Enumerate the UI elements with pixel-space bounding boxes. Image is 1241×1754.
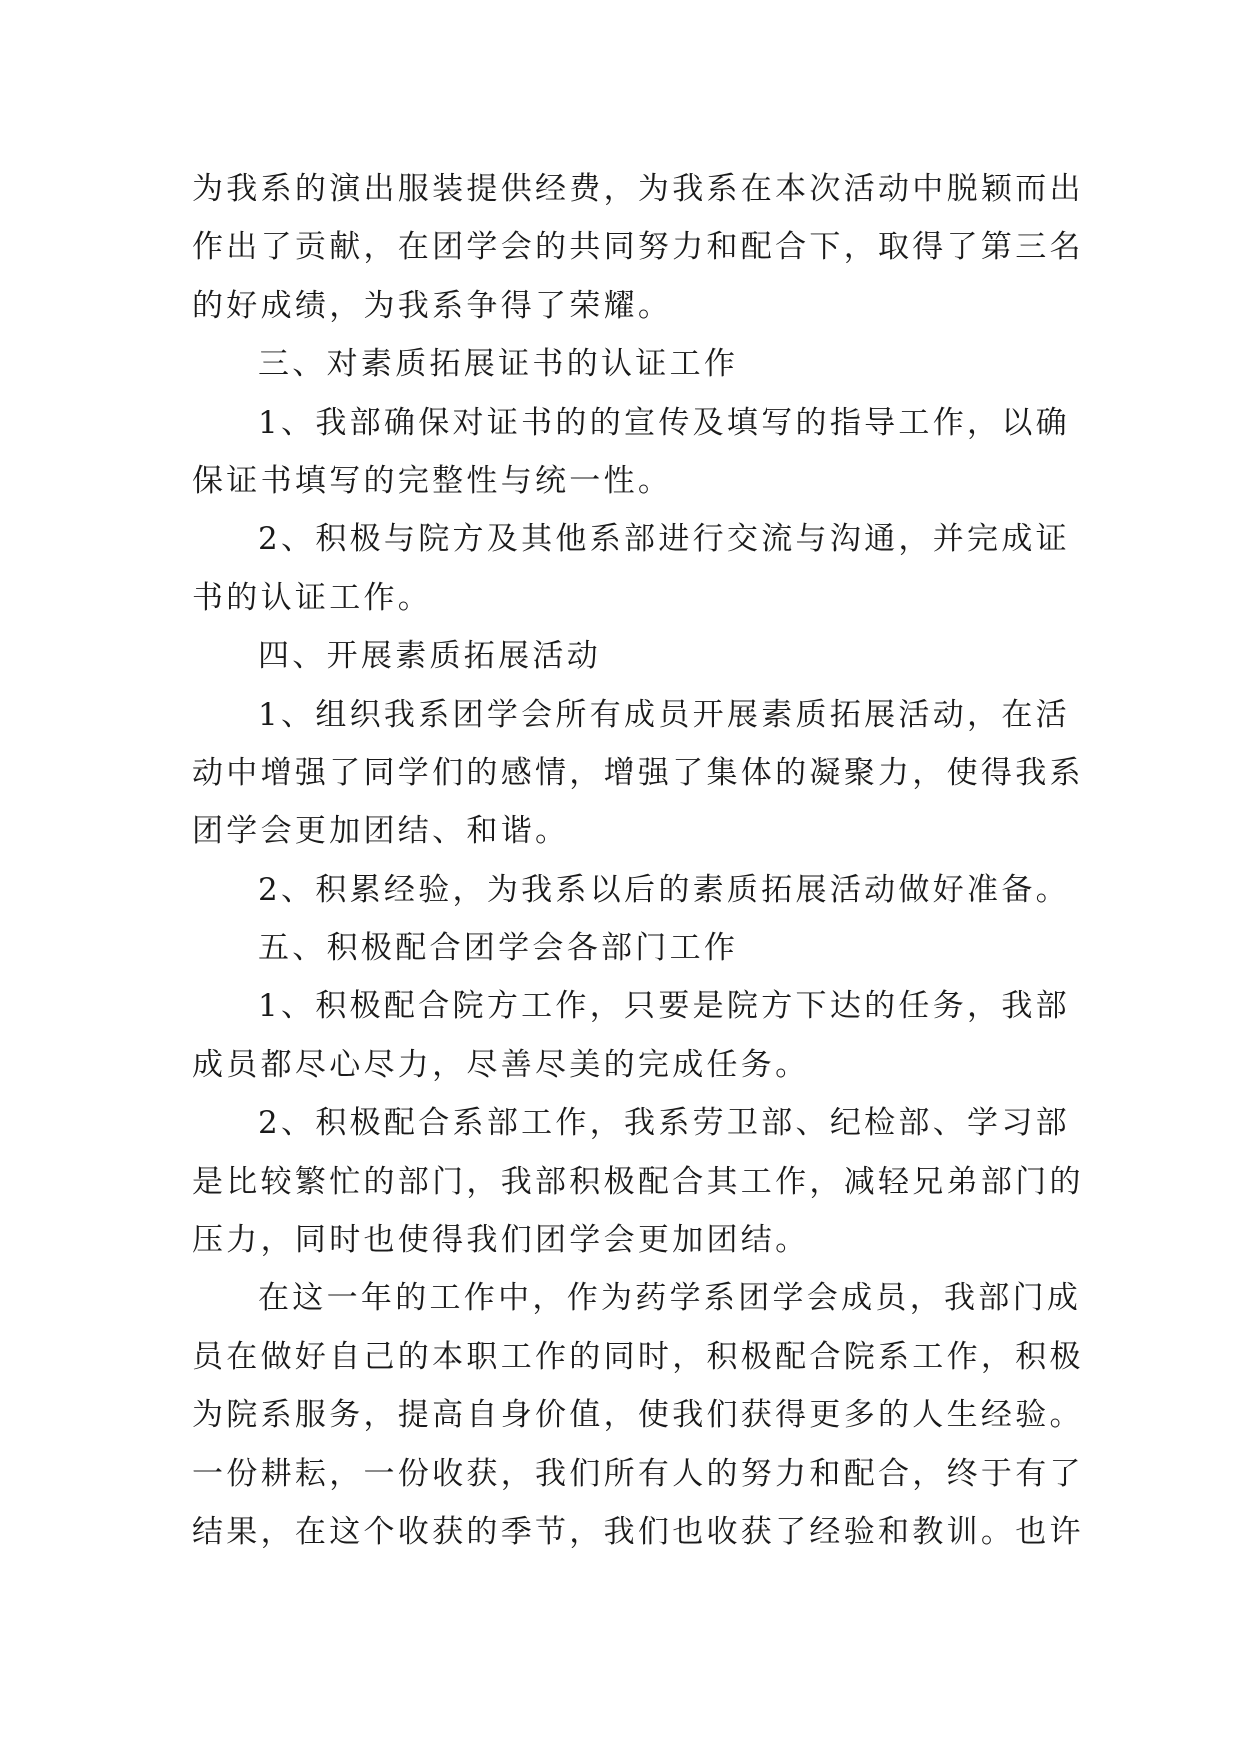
text-line: 2、积极配合系部工作，我系劳卫部、纪检部、学习部: [258, 1105, 1070, 1142]
text-line: 的好成绩，为我系争得了荣耀。: [192, 287, 673, 324]
text-line: 成员都尽心尽力，尽善尽美的完成任务。: [192, 1046, 810, 1083]
section-heading: 五、积极配合团学会各部门工作: [258, 930, 739, 967]
text-line: 压力，同时也使得我们团学会更加团结。: [192, 1222, 810, 1259]
text-line: 是比较繁忙的部门，我部积极配合其工作，减轻兄弟部门的: [192, 1163, 1084, 1200]
document-body: [192, 160, 1084, 1561]
text-line: 2、积累经验，为我系以后的素质拓展活动做好准备。: [258, 871, 1070, 908]
section-heading: 三、对素质拓展证书的认证工作: [258, 346, 739, 383]
text-line: 动中增强了同学们的感情，增强了集体的凝聚力，使得我系: [192, 754, 1084, 791]
text-line: 2、积极与院方及其他系部进行交流与沟通，并完成证: [258, 521, 1070, 558]
text-line: 员在做好自己的本职工作的同时，积极配合院系工作，积极: [192, 1338, 1084, 1375]
text-line: 一份耕耘，一份收获，我们所有人的努力和配合，终于有了: [192, 1455, 1084, 1492]
text-line: 结果，在这个收获的季节，我们也收获了经验和教训。也许: [192, 1513, 1084, 1550]
text-line: 作出了贡献，在团学会的共同努力和配合下，取得了第三名: [192, 229, 1084, 266]
text-line: 为我系的演出服装提供经费，为我系在本次活动中脱颖而出: [192, 171, 1084, 207]
text-line: 1、我部确保对证书的的宣传及填写的指导工作，以确: [258, 404, 1070, 441]
section-heading: 四、开展素质拓展活动: [258, 638, 601, 675]
text-line: 书的认证工作。: [192, 579, 433, 616]
text-line: 在这一年的工作中，作为药学系团学会成员，我部门成: [258, 1280, 1082, 1317]
text-line: 1、积极配合院方工作，只要是院方下达的任务，我部: [258, 988, 1070, 1025]
text-line: 1、组织我系团学会所有成员开展素质拓展活动，在活: [258, 696, 1070, 733]
text-line: 为院系服务，提高自身价值，使我们获得更多的人生经验。: [192, 1397, 1084, 1434]
text-line: 保证书填写的完整性与统一性。: [192, 462, 673, 499]
text-line: 团学会更加团结、和谐。: [192, 813, 570, 850]
